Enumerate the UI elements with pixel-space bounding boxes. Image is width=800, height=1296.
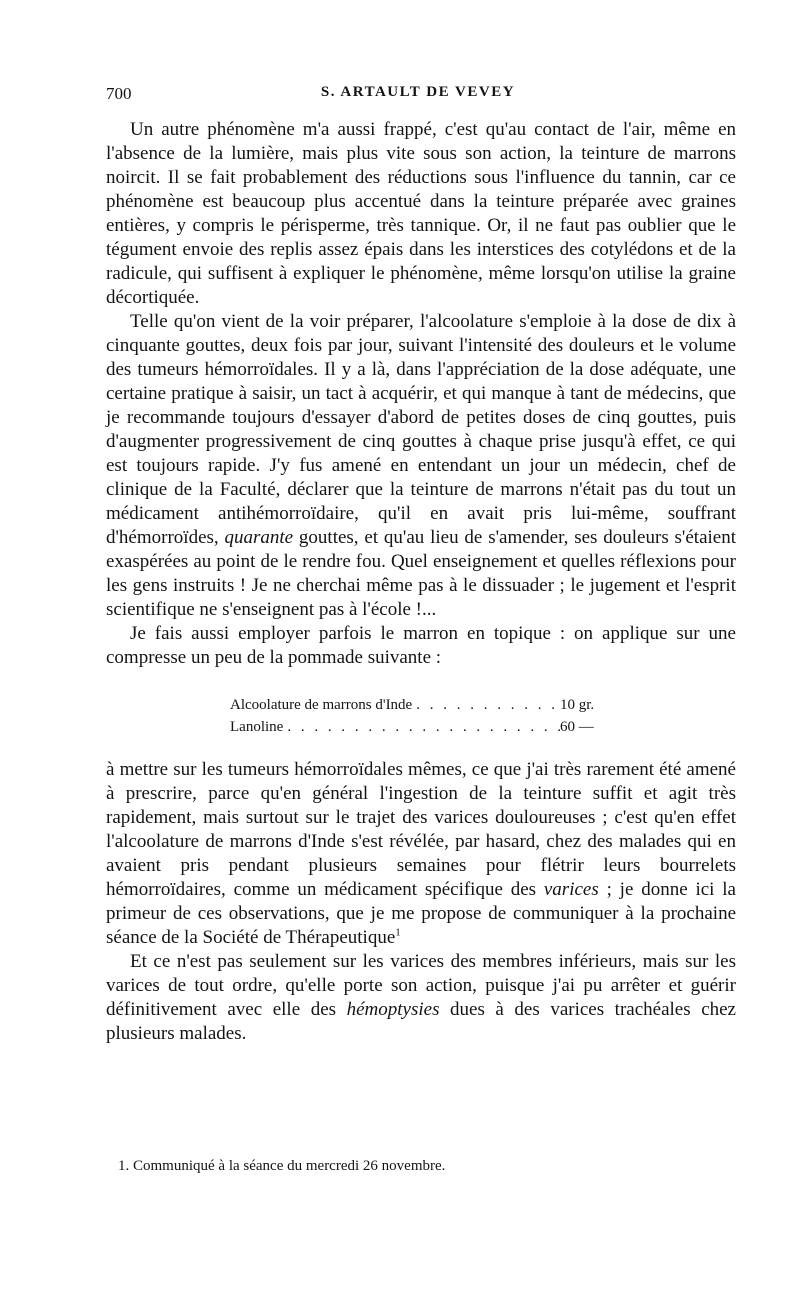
footnote: 1. Communiqué à la séance du mercredi 26 novembre.: [118, 1158, 446, 1174]
emphasis-text: hémoptysies: [346, 999, 440, 1020]
dot-leader: [412, 694, 560, 716]
formula: [230, 694, 612, 738]
formula-row: [230, 716, 612, 738]
footnote-marker[interactable]: 1: [395, 926, 401, 939]
running-head: S. ARTAULT DE VEVEY: [320, 84, 516, 100]
page-number: 700: [106, 84, 132, 103]
paragraph: Un autre phénomène m'a aussi frappé, c'est qu'au contact de l'air, même en l'absence de la lumière, mais plus vite sous son action, la teinture de marrons noircit. Il se fait probablement des réductions sous l'influence du tannin, car ce phénomène est beaucoup plus accentué dans la teinture préparée avec graines entières, y compris le périsperme, très tannique. Or, il ne faut pas oublier que le tégument envoie des replis assez épais dans les interstices des cotylédons et de la radicule, qui suffisent à expliquer le phénomène, même lorsqu'on utilise la graine décortiquée.: [106, 119, 736, 308]
paragraph-text: ; je donne ici la primeur de ces observations, que je me propose de communiquer à la prochaine séance de la Société de Thérapeutique: [106, 879, 736, 948]
ingredient-quantity: 60 —: [560, 719, 594, 735]
emphasis-text: quarante: [224, 527, 294, 548]
paragraph-text: Et ce n'est pas seulement sur les varices des membres inférieurs, mais sur les varices de tout ordre, qu'elle porte son action, puisque j'ai pu arrêter et guérir définitivement avec elle des: [106, 951, 736, 1020]
paragraph-text: gouttes, et qu'au lieu de s'amender, ses douleurs s'étaient exaspérées au point de le rendre fou. Quel enseignement et quelles réflexions pour les gens instruits ! Je ne cherchai même pas à le dissuader ; le jugement et l'esprit scientifique ne s'enseignent pas à l'école !...: [106, 527, 736, 620]
body-text: [106, 118, 736, 1046]
dot-leader: [283, 716, 560, 738]
ingredient-name: Lanoline: [230, 719, 284, 735]
paragraph-text: à mettre sur les tumeurs hémorroïdales mêmes, ce que j'ai très rarement été amené à prescrire, parce qu'en général l'ingestion de la teinture suffit et agit très rapidement, mais surtout sur le trajet des varices douloureuses ; c'est qu'en effet l'alcoolature de marrons d'Inde s'est révélée, par hasard, chez des malades qui en avaient pris pendant plusieurs semaines pour flétrir leurs bourrelets hémorroïdaires, comme un médicament spécifique des: [106, 759, 736, 900]
paragraph: [106, 950, 736, 1046]
paragraph-text: dues à des varices trachéales chez plusieurs malades.: [106, 999, 736, 1044]
ingredient-quantity: 10 gr.: [560, 697, 595, 713]
ingredient-name: Alcoolature de marrons d'Inde: [230, 697, 413, 713]
emphasis-text: varices: [543, 879, 599, 900]
paragraph: [106, 310, 736, 622]
paragraph-text: Telle qu'on vient de la voir préparer, l'alcoolature s'emploie à la dose de dix à cinquante gouttes, deux fois par jour, suivant l'intensité des douleurs et le volume des tumeurs hémorroïdales. Il y a là, dans l'appréciation de la dose adéquate, une certaine pratique à saisir, un tact à acquérir, et qui manque à tant de médecins, que je recommande toujours d'essayer d'abord de petites doses de cinq gouttes, puis d'augmenter progressivement de cinq gouttes à chaque prise jusqu'à effet, ce qui est toujours rapide. J'y fus amené en entendant un jour un médecin, chef de clinique de la Faculté, déclarer que la teinture de marrons n'était pas du tout un médicament antihémorroïdaire, qu'il en avait pris lui-même, souffrant d'hémorroïdes,: [106, 311, 736, 548]
formula-row: [230, 694, 612, 716]
paragraph: Je fais aussi employer parfois le marron en topique : on applique sur une compresse un peu de la pommade suivante :: [106, 623, 736, 668]
page-header: [106, 84, 730, 108]
paragraph: [106, 758, 736, 950]
